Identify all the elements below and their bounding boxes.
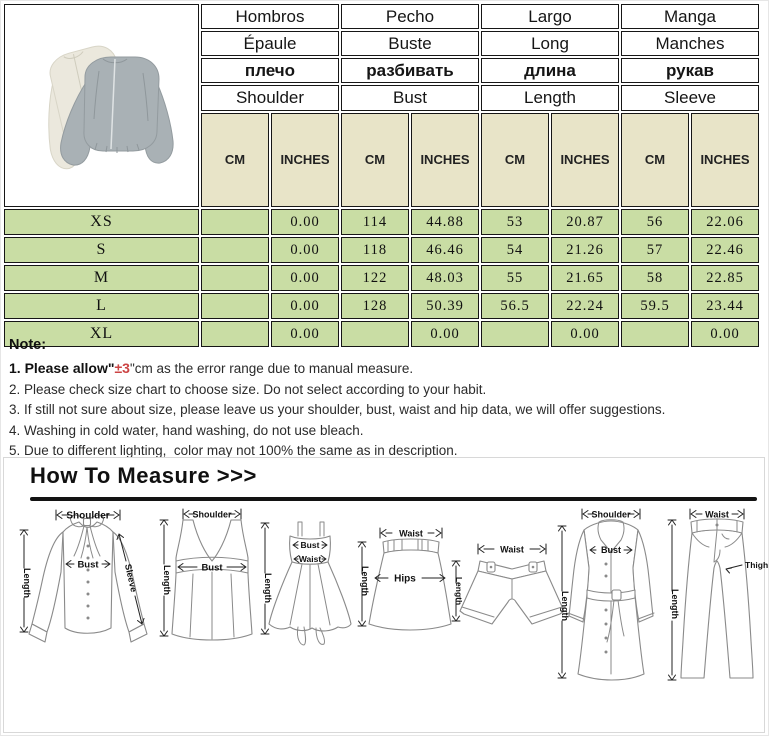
size-label: XL <box>4 321 199 347</box>
header-sleeve-en: Sleeve <box>621 85 759 110</box>
header-sleeve-fr: Manches <box>621 31 759 56</box>
cell: 118 <box>341 237 409 263</box>
error-range-value: ±3 <box>114 360 130 376</box>
cell: 56 <box>621 209 689 235</box>
note-line-1: 1. Please allow"±3"cm as the error range due to manual measure. <box>9 360 414 376</box>
header-bust-ru: разбивать <box>341 58 479 83</box>
header-bust-fr: Buste <box>341 31 479 56</box>
cell: 0.00 <box>411 321 479 347</box>
label-hips: Hips <box>394 573 416 585</box>
label-shoulder: Shoulder <box>591 509 631 520</box>
cell: 22.06 <box>691 209 759 235</box>
how-to-measure-section <box>3 457 769 733</box>
cell: 128 <box>341 293 409 319</box>
note-line-4: 4. Washing in cold water, hand washing, do not use bleach. <box>9 422 364 438</box>
cell <box>201 293 269 319</box>
label-shoulder: Shoulder <box>66 510 110 522</box>
label-length: Length <box>560 591 570 621</box>
how-to-measure-title: How To Measure >>> <box>30 463 257 488</box>
note-section <box>9 337 765 462</box>
label-length: Length <box>162 565 172 595</box>
header-bust-es: Pecho <box>341 4 479 29</box>
header-sleeve-es: Manga <box>621 4 759 29</box>
table-row-s <box>4 237 759 263</box>
unit-cm: CM <box>621 113 689 208</box>
header-shoulder-es: Hombros <box>201 4 339 29</box>
cell: 122 <box>341 265 409 291</box>
title-underline <box>30 497 757 501</box>
cell: 20.87 <box>551 209 619 235</box>
unit-inches: INCHES <box>271 113 339 208</box>
product-photo-jackets <box>5 5 198 201</box>
measure-diagram-coat <box>554 506 664 688</box>
cell: 59.5 <box>621 293 689 319</box>
table-row-l <box>4 293 759 319</box>
header-shoulder-ru: плечо <box>201 58 339 83</box>
label-length: Length <box>454 576 464 606</box>
cell: 53 <box>481 209 549 235</box>
label-bust: Bust <box>601 545 621 555</box>
header-bust-en: Bust <box>341 85 479 110</box>
cell: 22.24 <box>551 293 619 319</box>
cell: 44.88 <box>411 209 479 235</box>
size-label: XS <box>4 209 199 235</box>
cell: 55 <box>481 265 549 291</box>
note-line-3: 3. If still not sure about size, please leave us your shoulder, bust, waist and hip data, we will offer suggestions. <box>9 402 666 417</box>
measure-diagram-tank-top <box>159 506 255 648</box>
label-bust: Bust <box>77 559 99 571</box>
label-waist: Waist <box>705 509 729 520</box>
header-shoulder-fr: Épaule <box>201 31 339 56</box>
table-row-m <box>4 265 759 291</box>
cell: 56.5 <box>481 293 549 319</box>
label-waist: Waist <box>298 554 322 564</box>
product-photo <box>4 4 199 207</box>
cell: 0.00 <box>271 293 339 319</box>
size-label: M <box>4 265 199 291</box>
note-line-5: 5. Due to different lighting, color may not 100% the same as in description. <box>9 443 458 458</box>
label-waist: Waist <box>500 544 524 555</box>
label-sleeve: Sleeve <box>122 562 140 594</box>
header-shoulder-en: Shoulder <box>201 85 339 110</box>
label-length: Length <box>360 566 370 596</box>
header-length-fr: Long <box>481 31 619 56</box>
table-row-xs <box>4 209 759 235</box>
cell: 0.00 <box>271 209 339 235</box>
cell: 0.00 <box>271 237 339 263</box>
label-length: Length <box>263 573 273 603</box>
unit-cm: CM <box>341 113 409 208</box>
cell: 22.85 <box>691 265 759 291</box>
cell: 21.26 <box>551 237 619 263</box>
cell <box>201 237 269 263</box>
cell: 22.46 <box>691 237 759 263</box>
measure-diagram-shorts <box>450 535 568 635</box>
unit-inches: INCHES <box>411 113 479 208</box>
cell: 23.44 <box>691 293 759 319</box>
note-title: Note: <box>9 337 47 353</box>
cell <box>201 209 269 235</box>
cell <box>201 265 269 291</box>
header-length-es: Largo <box>481 4 619 29</box>
unit-inches: INCHES <box>551 113 619 208</box>
cell: 57 <box>621 237 689 263</box>
label-bust: Bust <box>201 562 223 574</box>
cell: 114 <box>341 209 409 235</box>
label-length: Length <box>22 568 32 598</box>
note-line-2: 2. Please check size chart to choose size. Do not select according to your habit. <box>9 381 487 397</box>
cell: 0.00 <box>551 321 619 347</box>
label-shoulder: Shoulder <box>192 509 232 520</box>
unit-cm: CM <box>481 113 549 208</box>
size-label: L <box>4 293 199 319</box>
size-label: S <box>4 237 199 263</box>
cell: 21.65 <box>551 265 619 291</box>
measure-diagram-dress <box>260 518 360 652</box>
cell: 46.46 <box>411 237 479 263</box>
header-length-ru: длина <box>481 58 619 83</box>
cell: 50.39 <box>411 293 479 319</box>
header-sleeve-ru: рукав <box>621 58 759 83</box>
cell: 0.00 <box>271 265 339 291</box>
label-thigh: Thigh <box>745 560 769 570</box>
label-waist: Waist <box>399 528 423 539</box>
measure-diagram-skirt <box>357 526 456 640</box>
cell: 58 <box>621 265 689 291</box>
header-length-en: Length <box>481 85 619 110</box>
label-length: Length <box>670 589 680 619</box>
cell: 48.03 <box>411 265 479 291</box>
label-bust: Bust <box>300 540 320 550</box>
measure-diagram-blouse <box>16 506 158 654</box>
unit-inches: INCHES <box>691 113 759 208</box>
cell: 0.00 <box>691 321 759 347</box>
cell: 54 <box>481 237 549 263</box>
unit-cm: CM <box>201 113 269 208</box>
size-table <box>2 2 761 349</box>
cell: 0.00 <box>271 321 339 347</box>
measure-diagram-pants <box>664 506 769 690</box>
